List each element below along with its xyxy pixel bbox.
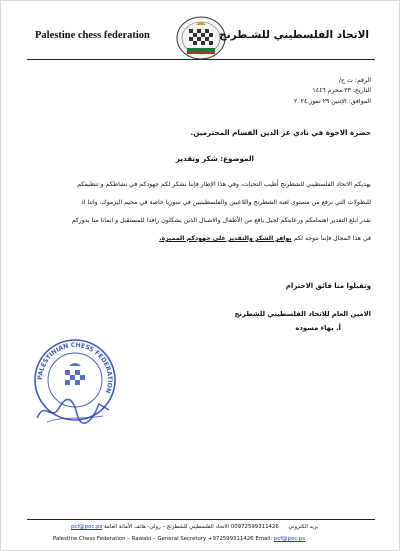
body-last-plain: في هذا المجال فإننا نتوجه لكم bbox=[291, 235, 371, 242]
footer-rule bbox=[27, 519, 375, 520]
reference-number: الرقم: ت ح/ bbox=[338, 77, 371, 84]
footer-mail-label: بريد الكتروني bbox=[288, 524, 319, 530]
signatory-title: الامين العام للاتحاد الفلسطيني للشطرنج bbox=[234, 310, 371, 318]
signature-icon bbox=[33, 396, 113, 426]
footer-email-link-en[interactable]: pcf@poc.ps bbox=[273, 536, 306, 542]
date-hijri: التاريخ: ٢٣ محرم ١٤٤٦ bbox=[312, 87, 371, 94]
header-title-en: Palestine chess federation bbox=[35, 30, 150, 41]
body-line: للبطولات التي ترفع من مستوى لعبة الشطرنج واللاعبين والفلسطينيين في سوريا خاصة في مخيم اليرموك، واننا اذ bbox=[81, 199, 371, 206]
subject: الموضوع: شكر وتقدير bbox=[175, 154, 254, 163]
body-line-last bbox=[25, 230, 371, 248]
closing: وتقبلوا منا فائق الاحترام bbox=[285, 282, 371, 290]
body-line: نقدر ابلغ التقدير اهتمامكم ورعايتكم لجيل يافع من الأطفال والاشبال الذين يشكلون رافدا للمستقبل و ايمانا منا بدوركم bbox=[71, 217, 371, 224]
footer-email-link[interactable]: pcf@poc.ps bbox=[71, 524, 103, 530]
addressee: حضرة الاخوة في نادي عز الدين القسام المحترمين. bbox=[190, 128, 371, 137]
footer-line-ar bbox=[71, 524, 322, 530]
header-title-ar: الاتحاد الفلسطيني للشـطرنج bbox=[219, 29, 369, 41]
letter-body bbox=[25, 176, 371, 248]
footer-line-en bbox=[53, 536, 305, 542]
header-rule bbox=[27, 59, 375, 60]
stamp-ring-text: PALESTINIAN CHESS FEDERATION bbox=[36, 341, 114, 395]
footer-address-en: Palestine Chess Federation – Rawabi – General Secretory +972599311426 Email: bbox=[53, 536, 273, 542]
date-gregorian: الموافق: الإثنين ٢٩ تموز ٢٠٢٤ bbox=[293, 98, 371, 105]
signatory-name: أ. بهاء مسوده bbox=[295, 324, 341, 332]
body-last-underlined: بوافر الشكر والتقدير على جهودكم المميزة. bbox=[159, 235, 292, 242]
footer-address-ar: الاتحاد الفلسطيني للشطرنج – رولي- هاتف الأمانة العامة bbox=[104, 524, 230, 530]
body-line: يهديكم الاتحاد الفلسطيني للشطرنج أطيب التحيات، وفي هذا الإطار فإننا نشكر لكم جهودكم في نشاطكم و تنظيمكم bbox=[77, 181, 371, 188]
footer-phone: 00972599311426 bbox=[230, 524, 279, 530]
